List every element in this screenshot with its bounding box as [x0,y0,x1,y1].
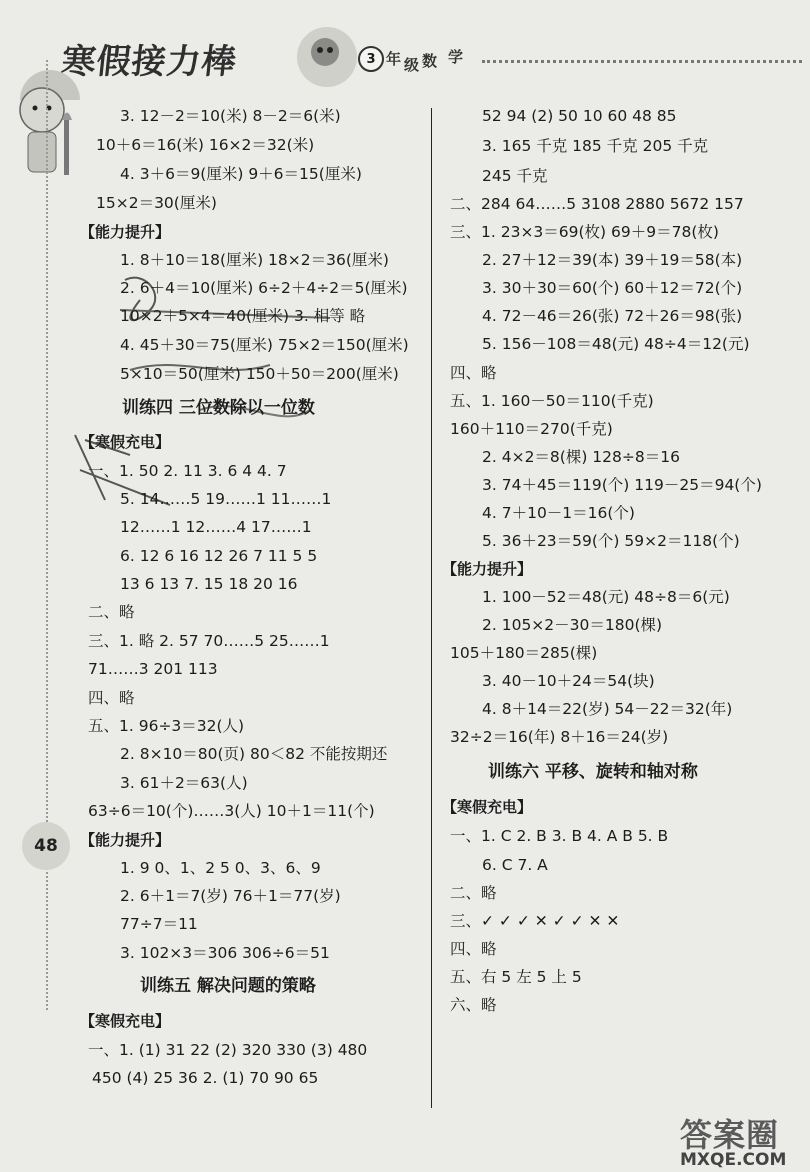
answer-line: 6. 12 6 16 12 26 7 11 5 5 [120,547,318,565]
section-label: 【寒假充电】 [80,1012,171,1030]
section-label: 【寒假充电】 [80,433,171,451]
answer-line: 3. 61＋2＝63(人) [120,774,248,792]
page-header [0,0,810,100]
page-number: 48 [22,822,70,870]
answer-line: 五、1. 160－50＝110(千克) [450,392,654,410]
answer-line: 5. 14……5 19……1 11……1 [120,490,332,508]
section-title: 训练五 解决问题的策略 [140,976,316,996]
answer-line: 4. 45＋30＝75(厘米) 75×2＝150(厘米) [120,336,409,354]
answer-line: 13 6 13 7. 15 18 20 16 [120,575,298,593]
answer-line: 52 94 (2) 50 10 60 48 85 [482,107,677,125]
section-title: 训练四 三位数除以一位数 [122,398,315,418]
answer-line: 10×2＋5×4＝40(厘米) 3. 相等 略 [120,307,366,325]
answer-line: 3. 12－2＝10(米) 8－2＝6(米) [120,107,341,125]
answer-line: 三、1. 23×3＝69(枚) 69＋9＝78(枚) [450,223,719,241]
answer-line: 32÷2＝16(年) 8＋16＝24(岁) [450,728,669,746]
boy-character-illustration [292,22,362,92]
answer-line: 1. 100－52＝48(元) 48÷8＝6(元) [482,588,730,606]
answer-line: 4. 8＋14＝22(岁) 54－22＝32(年) [482,700,733,718]
brand-title: 寒假接力棒 [59,42,239,82]
answer-line: 2. 4×2＝8(棵) 128÷8＝16 [482,448,680,466]
child-torch-illustration [2,70,72,210]
answer-line: 3. 74＋45＝119(个) 119－25＝94(个) [482,476,762,494]
answer-line: 五、1. 96÷3＝32(人) [88,717,245,735]
answer-line: 四、略 [88,689,135,707]
column-divider [431,108,432,1108]
section-label: 【寒假充电】 [442,798,533,816]
answer-line: 一、1. (1) 31 22 (2) 320 330 (3) 480 [88,1041,368,1059]
answer-line: 5. 36＋23＝59(个) 59×2＝118(个) [482,532,740,550]
answer-line: 2. 105×2－30＝180(棵) [482,616,663,634]
answer-line: 160＋110＝270(千克) [450,420,613,438]
answer-line: 二、略 [88,603,135,621]
answer-line: 二、284 64……5 3108 2880 5672 157 [450,195,744,213]
answer-line: 10＋6＝16(米) 16×2＝32(米) [96,136,315,154]
section-label: 【能力提升】 [80,223,171,241]
section-label: 【能力提升】 [80,831,171,849]
grade-char-4: 学 [448,48,464,66]
answer-line: 3. 102×3＝306 306÷6＝51 [120,944,330,962]
answer-line: 2. 6＋4＝10(厘米) 6÷2＋4÷2＝5(厘米) [120,279,408,297]
answer-line: 三、1. 略 2. 57 70……5 25……1 [88,632,330,650]
answer-line: 71……3 201 113 [88,660,218,678]
answer-line: 四、略 [450,940,497,958]
answer-line: 245 千克 [482,167,548,185]
answer-line: 二、略 [450,884,497,902]
answer-line: 77÷7＝11 [120,915,198,933]
answer-line: 2. 8×10＝80(页) 80＜82 不能按期还 [120,745,388,763]
answer-line: 1. 9 0、1、2 5 0、3、6、9 [120,859,321,877]
answer-line: 五、右 5 左 5 上 5 [450,968,582,986]
answer-line: 63÷6＝10(个)……3(人) 10＋1＝11(个) [88,802,375,820]
header-dotted-rule [482,60,802,63]
answer-line: 一、1. C 2. B 3. B 4. A B 5. B [450,827,669,845]
watermark-logo: 答案圈 [680,1116,780,1154]
answer-line: 六、略 [450,996,497,1014]
watermark-url: MXQE.COM [680,1150,787,1170]
answer-line: 6. C 7. A [482,856,548,874]
answer-line: 5×10＝50(厘米) 150＋50＝200(厘米) [120,365,399,383]
answer-line: 3. 30＋30＝60(个) 60＋12＝72(个) [482,279,743,297]
section-label: 【能力提升】 [442,560,533,578]
answer-line: 4. 3＋6＝9(厘米) 9＋6＝15(厘米) [120,165,362,183]
answer-line: 2. 27＋12＝39(本) 39＋19＝58(本) [482,251,743,269]
grade-char-2: 级 [404,56,420,74]
answer-line: 3. 40－10＋24＝54(块) [482,672,655,690]
answer-line: 450 (4) 25 36 2. (1) 70 90 65 [92,1069,319,1087]
grade-char-1: 年 [386,50,402,68]
answer-line: 15×2＝30(厘米) [96,194,217,212]
answer-line: 三、✓ ✓ ✓ ✕ ✓ ✓ ✕ ✕ [450,912,620,930]
section-title: 训练六 平移、旋转和轴对称 [488,762,698,782]
grade-number-badge: 3 [358,46,384,72]
answer-line: 4. 7＋10－1＝16(个) [482,504,635,522]
answer-line: 105＋180＝285(棵) [450,644,598,662]
answer-line: 4. 72－46＝26(张) 72＋26＝98(张) [482,307,743,325]
answer-line: 12……1 12……4 17……1 [120,518,312,536]
answer-line: 一、1. 50 2. 11 3. 6 4 4. 7 [88,462,287,480]
grade-char-3: 数 [422,52,438,70]
answer-line: 2. 6＋1＝7(岁) 76＋1＝77(岁) [120,887,341,905]
answer-line: 5. 156－108＝48(元) 48÷4＝12(元) [482,335,750,353]
answer-line: 四、略 [450,364,497,382]
answer-line: 1. 8＋10＝18(厘米) 18×2＝36(厘米) [120,251,389,269]
answer-line: 3. 165 千克 185 千克 205 千克 [482,137,709,155]
